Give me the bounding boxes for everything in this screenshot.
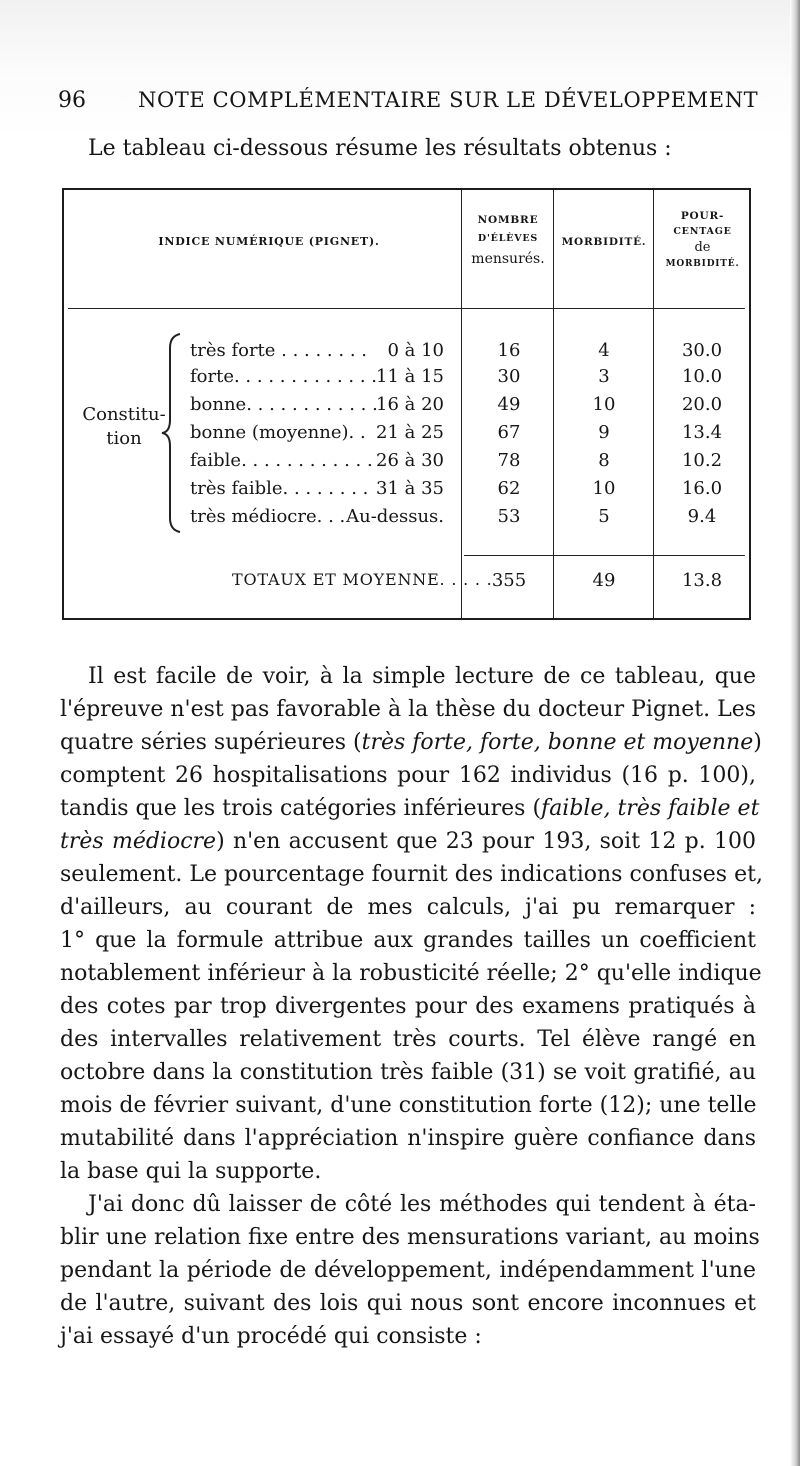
- row-label: forte. . . . . . . . . . . . .: [190, 366, 378, 387]
- row-morbidite: 5: [598, 506, 610, 527]
- row-eleves: 62: [497, 478, 521, 499]
- text-segment: 1° que la formule attribue aux grandes tailles un coefficient: [60, 928, 756, 953]
- text-segment: mois de février suivant, d'une constitution forte (12); une telle: [60, 1093, 757, 1118]
- header-pourcentage-line2: CENTAGE: [673, 226, 732, 238]
- text-line: [60, 726, 762, 759]
- totals-label: TOTAUX ET MOYENNE. . . . .: [232, 570, 493, 589]
- text-line: [60, 1089, 756, 1122]
- row-morbidite: 10: [592, 394, 616, 415]
- row-range: 11 à 15: [376, 366, 444, 387]
- text-line: [60, 858, 763, 891]
- row-label: bonne. . . . . . . . . . . .: [190, 394, 378, 415]
- text-segment: la base qui la supporte.: [60, 1159, 322, 1184]
- text-line: [60, 660, 756, 693]
- text-line: [60, 1254, 756, 1287]
- header-rule: [68, 308, 745, 309]
- text-segment: notablement inférieur à la robusticité réelle; 2° qu'elle indique: [60, 961, 762, 986]
- text-segment: seulement. Le pourcentage fournit des indications confuses et,: [60, 862, 763, 887]
- totals-row: [64, 570, 753, 600]
- text-line: [60, 825, 756, 858]
- row-range: 21 à 25: [376, 422, 444, 443]
- row-pourcentage: 30.0: [681, 340, 723, 361]
- table-row: [64, 506, 753, 534]
- row-morbidite: 4: [598, 340, 610, 361]
- row-range: 16 à 20: [376, 394, 444, 415]
- table-row: [64, 478, 753, 506]
- paragraph-1: [60, 660, 763, 1188]
- row-eleves: 49: [497, 394, 521, 415]
- row-pourcentage: 10.0: [681, 366, 723, 387]
- text-segment: blir une relation fixe entre des mensurations variant, au moins: [60, 1225, 760, 1250]
- italic-text: faible, très faible et: [541, 796, 760, 821]
- text-line: [60, 957, 762, 990]
- text-segment: j'ai essayé d'un procédé qui consiste :: [60, 1324, 482, 1349]
- header-pourcentage-line3: de: [694, 239, 711, 255]
- text-segment: comptent 26 hospitalisations pour 162 individus (16 p. 100),: [60, 763, 756, 788]
- row-label: très médiocre. . .: [190, 506, 346, 527]
- text-line: [60, 1122, 756, 1155]
- row-morbidite: 8: [598, 450, 610, 471]
- row-range: 26 à 30: [376, 450, 444, 471]
- group-label-line1: Constitu-: [82, 404, 166, 425]
- page-number: 96: [58, 88, 86, 113]
- italic-text: très forte, forte, bonne et moyenne: [361, 730, 754, 755]
- text-segment: ): [753, 730, 762, 755]
- header-nombre: [462, 214, 554, 267]
- text-line: [60, 1320, 756, 1353]
- row-eleves: 30: [497, 366, 521, 387]
- table-row: [64, 340, 753, 368]
- row-pourcentage: 20.0: [681, 394, 723, 415]
- italic-text: très médiocre: [60, 829, 217, 854]
- row-eleves: 78: [497, 450, 521, 471]
- row-eleves: 67: [497, 422, 521, 443]
- totals-eleves: 355: [491, 570, 527, 591]
- text-segment: octobre dans la constitution très faible (31) se voit gratifié, au: [60, 1060, 756, 1085]
- text-line: [60, 1155, 756, 1188]
- header-nombre-line3: mensurés.: [471, 250, 545, 267]
- body-text: [60, 660, 763, 1353]
- row-range: 0 à 10: [387, 340, 444, 361]
- header-morbidite: MORBIDITÉ.: [561, 236, 647, 248]
- running-head: NOTE COMPLÉMENTAIRE SUR LE DÉVELOPPEMENT: [138, 88, 759, 112]
- text-line: [60, 792, 760, 825]
- text-line: [60, 1188, 756, 1221]
- row-label: très faible. . . . . . . .: [190, 478, 369, 499]
- text-segment: quatre séries supérieures (: [60, 730, 362, 755]
- totals-morbidite: 49: [592, 570, 616, 591]
- row-range: Au-dessus.: [346, 506, 444, 527]
- row-label: très forte . . . . . . . .: [190, 340, 367, 361]
- row-morbidite: 10: [592, 478, 616, 499]
- header-pourcentage: [654, 210, 751, 269]
- page-edge-shadow: [790, 0, 800, 1466]
- row-morbidite: 3: [598, 366, 610, 387]
- paragraph-2: [60, 1188, 760, 1353]
- text-segment: de l'autre, suivant des lois qui nous sont encore inconnues et: [60, 1291, 756, 1316]
- text-segment: J'ai donc dû laisser de côté les méthodes qui tendent à éta-: [88, 1192, 756, 1217]
- header-pourcentage-line4: MORBIDITÉ.: [665, 258, 740, 269]
- totals-pourcentage: 13.8: [681, 570, 723, 591]
- text-line: [60, 1056, 756, 1089]
- text-segment: des intervalles relativement très courts. Tel élève rangé en: [60, 1027, 756, 1052]
- text-line: [60, 990, 756, 1023]
- text-segment: tandis que les trois catégories inférieures (: [60, 796, 542, 821]
- text-segment: mutabilité dans l'appréciation n'inspire guère confiance dans: [60, 1126, 756, 1151]
- text-line: [60, 924, 756, 957]
- text-segment: des cotes par trop divergentes pour des examens pratiqués à: [60, 994, 756, 1019]
- row-pourcentage: 16.0: [681, 478, 723, 499]
- text-segment: ) n'en accusent que 23 pour 193, soit 12 p. 100: [216, 829, 757, 854]
- table-row: [64, 450, 753, 478]
- row-eleves: 53: [497, 506, 521, 527]
- page-header: [58, 88, 759, 122]
- text-segment: l'épreuve n'est pas favorable à la thèse du docteur Pignet. Les: [60, 697, 756, 722]
- table-row: [64, 394, 753, 422]
- table-row: [64, 366, 753, 394]
- totals-rule: [464, 555, 745, 556]
- header-pourcentage-line1: POUR-: [680, 210, 725, 222]
- header-nombre-line2: D'ÉLÈVES: [477, 233, 539, 245]
- text-line: [60, 891, 756, 924]
- text-line: [60, 693, 756, 726]
- group-label-line2: tion: [106, 428, 142, 449]
- row-label: faible. . . . . . . . . . . .: [190, 450, 373, 471]
- row-label: bonne (moyenne). .: [190, 422, 366, 443]
- row-pourcentage: 10.2: [681, 450, 723, 471]
- row-pourcentage: 9.4: [687, 506, 717, 527]
- table-row: [64, 422, 753, 450]
- row-pourcentage: 13.4: [681, 422, 723, 443]
- text-line: [60, 1023, 756, 1056]
- header-nombre-line1: NOMBRE: [477, 214, 539, 226]
- text-line: [60, 1221, 760, 1254]
- row-eleves: 16: [497, 340, 521, 361]
- row-range: 31 à 35: [376, 478, 444, 499]
- text-line: [60, 1287, 756, 1320]
- text-segment: pendant la période de développement, indépendamment l'une: [60, 1258, 756, 1283]
- morbidity-table: [62, 188, 751, 620]
- text-segment: d'ailleurs, au courant de mes calculs, j'ai pu remarquer :: [60, 895, 756, 920]
- text-line: [60, 759, 756, 792]
- text-segment: Il est facile de voir, à la simple lecture de ce tableau, que: [88, 664, 756, 689]
- row-morbidite: 9: [598, 422, 610, 443]
- table-intro: Le tableau ci-dessous résume les résultats obtenus :: [88, 136, 672, 161]
- header-indice: INDICE NUMÉRIQUE (PIGNET).: [158, 235, 380, 248]
